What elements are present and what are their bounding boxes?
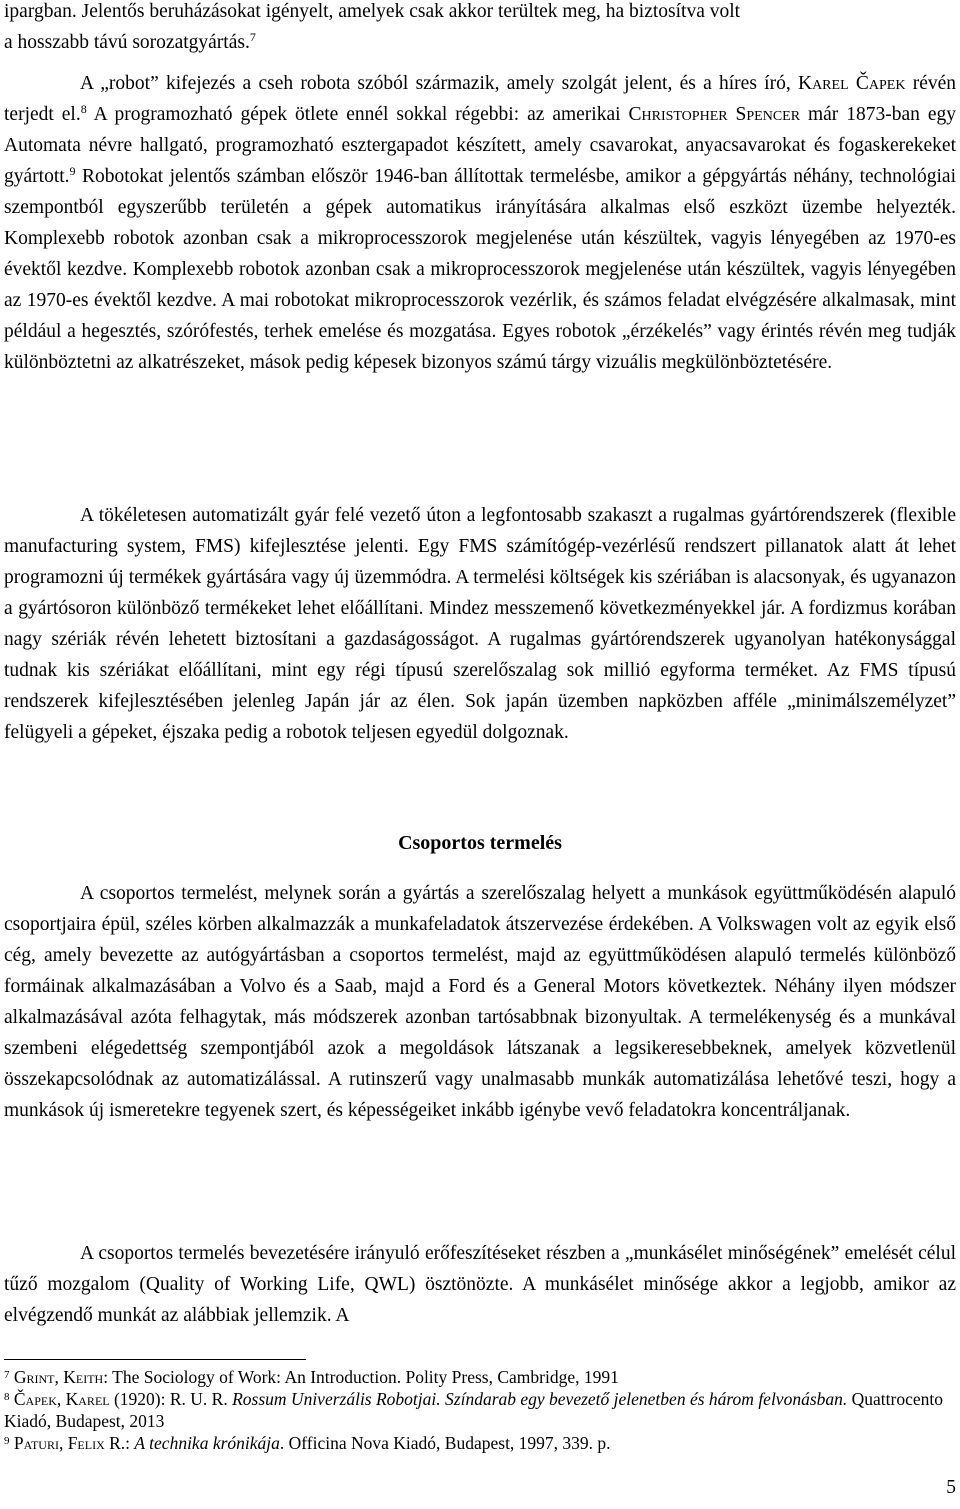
- footnote-ref-8[interactable]: 8: [80, 102, 87, 116]
- paragraph-text: a hosszabb távú sorozatgyártás.: [4, 32, 250, 53]
- paragraph-text: A programozható gépek ötlete ennél sokkal régebbi: az amerikai: [86, 104, 629, 125]
- page-number: 5: [946, 1477, 956, 1498]
- footnote-author: Paturi, Felix R.: [13, 1433, 126, 1453]
- footnote-text: Quattrocento Kiadó, Budapest, 2013: [4, 1389, 943, 1431]
- paragraph-qwl: A csoportos termelés bevezetésére irányuló erőfeszítéseket részben a „munkásélet minőségének” emelését célul tűző mozgalom (Quality of Working Life, QWL) ösztönözte. A munkásélet minősége akkor a legjobb, amikor az elvégzendő munkát az alábbiak jellemzik. A: [4, 1243, 956, 1326]
- footnote-7: [4, 1366, 956, 1388]
- paragraph-text: már 1873-ban egy Automata névre hallgató, programozható esztergapadot készített, amely csavarokat, anyacsavarokat és fogaskerekeket gyártott.: [4, 104, 956, 187]
- footnotes: [4, 1366, 956, 1454]
- person-name: Christopher Spencer: [628, 104, 801, 125]
- footnote-text: . Officina Nova Kiadó, Budapest, 1997, 339. p.: [279, 1433, 611, 1453]
- footnote-author: Grint, Keith: [13, 1367, 104, 1387]
- footnote-title: A technika krónikája: [134, 1433, 280, 1453]
- paragraph-group-production: A csoportos termelést, melynek során a gyártás a szerelőszalag helyett a munkások együttműködésén alapuló csoportjaira épül, széles körben alkalmazzák a munkafeladatok átszervezése érdekében. A Volkswagen volt az egyik első cég, amely bevezette az autógyártásban a csoportos termelést, majd az együttműködésen alapuló termelés különböző formáinak alkalmazásában a Volvo és a Saab, majd a Ford és a General Motors következtek. Néhány ilyen módszer alkalmazásával azóta felhagytak, más módszerek azonban tartósabbnak bizonyultak. A termelékenység és a munkával szembeni elégedettség szempontjából azok a megoldások látszanak a legsikeresebbeknek, amelyek közvetlenül összekapcsolódnak az automatizálással. A rutinszerű vagy unalmasabb munkák automatizálása lehetővé teszi, hogy a munkások új ismeretekre tegyenek szert, és képességeiket inkább igénybe vevő feladatokra koncentráljanak.: [4, 883, 956, 1121]
- footnote-text: :: [125, 1433, 135, 1453]
- paragraph-robots: [4, 68, 956, 378]
- footnote-ref-7[interactable]: 7: [249, 30, 256, 44]
- paragraph-text: Robotokat jelentős számban először 1946-ban állítottak termelésbe, amikor a gépgyártás néhány, technológiai szempontból egyszerűbb területén a gépek automatikus irányítására alkalmas első eszközt üzembe helyezték. Komplexebb robotok azonban csak a mikroprocesszorok megjelenése után készültek, vagyis lényegében az 1970-es évektől kezdve. Komplexebb robotok azonban csak a mikroprocesszorok megjelenése után készültek, vagyis lényegében az 1970-es évektől kezdve. A mai robotokat mikroprocesszorok vezérlik, és számos feladat elvégzésére alkalmasak, mint például a hegesztés, szórófestés, terhek emelése és mozgatása. Egyes robotok „érzékelés” vagy érintés révén meg tudják különböztetni az alkatrészeket, mások pedig képesek bizonyos számú tárgy vizuális megkülönböztetésére.: [4, 166, 956, 373]
- paragraph-text: A „robot” kifejezés a cseh robota szóból származik, amely szolgát jelent, és a híres író,: [80, 73, 791, 94]
- section-heading: Csoportos termelés: [398, 832, 562, 854]
- paragraph-text: ipargban. Jelentős beruházásokat igényelt, amelyek csak akkor terültek meg, ha biztosítva volt: [4, 1, 741, 22]
- footnote-number: 9: [4, 1435, 10, 1447]
- footnote-author: Čapek, Karel: [13, 1389, 110, 1409]
- footnote-number: 7: [4, 1369, 10, 1381]
- footnote-title: Rossum Univerzális Robotjai. Színdarab egy bevezető jelenetben és három felvonásban.: [232, 1389, 848, 1409]
- footnote-9: [4, 1432, 956, 1454]
- footnote-separator: [4, 1359, 306, 1360]
- footnote-8: [4, 1388, 956, 1432]
- footnote-text: : The Sociology of Work: An Introduction. Polity Press, Cambridge, 1991: [103, 1367, 619, 1387]
- paragraph-continued: [4, 0, 956, 58]
- footnote-text: (1920): R. U. R.: [109, 1389, 233, 1409]
- paragraph-text: révén terjedt el.: [4, 73, 957, 125]
- footnote-number: 8: [4, 1391, 10, 1403]
- footnote-ref-9[interactable]: 9: [69, 164, 76, 178]
- author-name: Karel Čapek: [797, 73, 906, 94]
- paragraph-fms: A tökéletesen automatizált gyár felé vezető úton a legfontosabb szakaszt a rugalmas gyártórendszerek (flexible manufacturing system, FMS) kifejlesztése jelenti. Egy FMS számítógép-vezérlésű rendszert pillanatok alatt át lehet programozni új termékek gyártására vagy új üzemmódra. A termelési költségek kis szériában is alacsonyak, és ugyanazon a gyártósoron különböző termékeket lehet előállítani. Mindez messzemenő következményekkel jár. A fordizmus korában nagy szériák révén lehetett biztosítani a gazdaságosságot. A rugalmas gyártórendszerek ugyanolyan hatékonysággal tudnak kis szériákat előállítani, mint egy régi típusú szerelőszalag sok millió egyforma terméket. Az FMS típusú rendszerek kifejlesztésében jelenleg Japán jár az élen. Sok japán üzemben napközben afféle „minimálszemélyzet” felügyeli a gépeket, éjszaka pedig a robotok teljesen egyedül dolgoznak.: [4, 505, 956, 743]
